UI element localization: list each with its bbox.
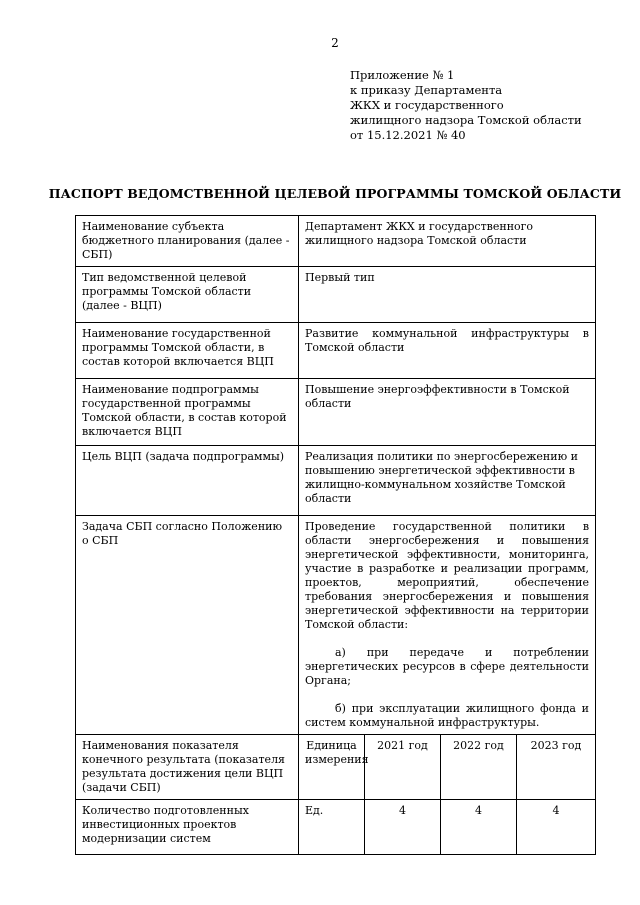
indicator-label: Количество подготовленных инвестиционных проектов модернизации систем	[76, 800, 299, 855]
row-label: Наименование субъекта бюджетного планирования (далее - СБП)	[76, 216, 299, 267]
unit-header: Единица измерения	[299, 735, 365, 800]
page-number: 2	[331, 36, 339, 50]
row-value: Развитие коммунальной инфраструктуры в Томской области	[299, 323, 596, 379]
appendix-line: ЖКХ и государственного	[350, 98, 504, 112]
row-label: Тип ведомственной целевой программы Томской области (далее - ВЦП)	[76, 267, 299, 323]
task-paragraph: Проведение государственной политики в области энергосбережения и повышения энергетической эффективности, мониторинга, участие в разработке и реализации программ, проектов, мероприятий, обеспечение требования энергосбережения и повышения энергетической эффективности на территории Томской области:	[305, 520, 590, 631]
year-header: 2022 год	[441, 735, 517, 800]
indicator-value: 4	[365, 800, 441, 855]
row-label: Наименование подпрограммы государственной программы Томской области, в состав которой включается ВЦП	[76, 379, 299, 446]
row-value: Первый тип	[299, 267, 596, 323]
row-value	[299, 516, 596, 735]
appendix-line: Приложение № 1	[350, 68, 455, 82]
appendix-line: к приказу Департамента	[350, 83, 503, 97]
row-value: Департамент ЖКХ и государственного жилищного надзора Томской области	[299, 216, 596, 267]
table-row	[76, 800, 596, 855]
table-row	[76, 267, 596, 323]
table-row	[76, 323, 596, 379]
table-row	[76, 216, 596, 267]
row-label: Задача СБП согласно Положению о СБП	[76, 516, 299, 735]
appendix-line: от 15.12.2021 № 40	[350, 128, 466, 142]
appendix-line: жилищного надзора Томской области	[350, 113, 582, 127]
table-row	[76, 379, 596, 446]
row-label: Наименование государственной программы Томской области, в состав которой включается ВЦП	[76, 323, 299, 379]
table-row	[76, 516, 596, 735]
task-paragraph: б) при эксплуатации жилищного фонда и систем коммунальной инфраструктуры.	[305, 702, 590, 729]
indicator-header-label: Наименования показателя конечного результата (показателя результата достижения цели ВЦП (задачи СБП)	[76, 735, 299, 800]
table-row	[76, 735, 596, 800]
year-header: 2021 год	[365, 735, 441, 800]
task-paragraph: а) при передаче и потреблении энергетических ресурсов в сфере деятельности Органа;	[305, 646, 590, 687]
indicator-value: 4	[441, 800, 517, 855]
row-value: Реализация политики по энергосбережению и повышению энергетической эффективности в жилищно-коммунальном хозяйстве Томской области	[299, 446, 596, 516]
row-value: Повышение энергоэффективности в Томской области	[299, 379, 596, 446]
table-row	[76, 446, 596, 516]
appendix-block	[350, 68, 582, 143]
year-header: 2023 год	[517, 735, 596, 800]
document-title: ПАСПОРТ ВЕДОМСТВЕННОЙ ЦЕЛЕВОЙ ПРОГРАММЫ ТОМСКОЙ ОБЛАСТИ	[48, 186, 622, 201]
passport-table	[75, 215, 596, 855]
indicator-unit: Ед.	[299, 800, 365, 855]
indicator-value: 4	[517, 800, 596, 855]
row-label: Цель ВЦП (задача подпрограммы)	[76, 446, 299, 516]
